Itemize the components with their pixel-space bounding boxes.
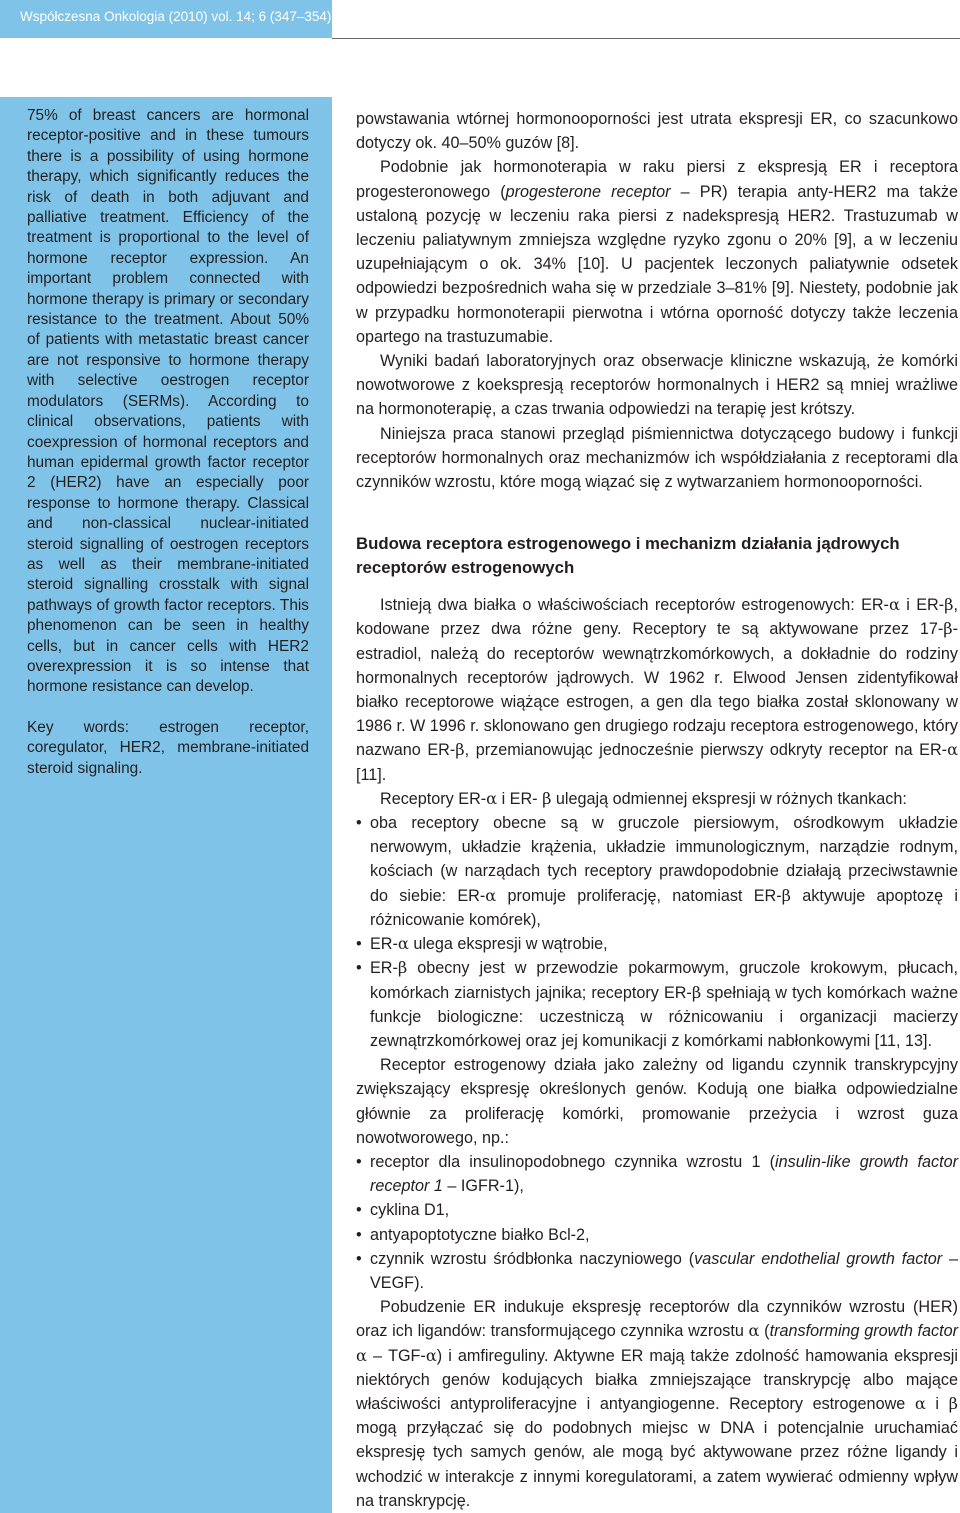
journal-header-tab	[0, 0, 332, 38]
list-item: • receptor dla insulinopodobnego czynnika wzrostu 1 (insulin-like growth factor receptor 1 – IGFR-1),	[356, 1150, 958, 1198]
paragraph-3: Wyniki badań laboratoryjnych oraz obserwacje kliniczne wskazują, że komórki nowotworowe z koekspresją receptorów hormonalnych i HER2 są mniej wrażliwe na hormonoterapię, a czas trwania odpowiedzi na terapię jest krótszy.	[356, 352, 958, 419]
journal-citation: Współczesna Onkologia (2010) vol. 14; 6 (347–354)	[20, 9, 332, 24]
list-item: • czynnik wzrostu śródbłonka naczyniowego (vascular endothelial growth factor – VEGF).	[356, 1247, 958, 1295]
paragraph-4: Niniejsza praca stanowi przegląd piśmiennictwa dotyczącego budowy i funkcji receptorów hormonalnych oraz mechanizmów ich współdziałania z receptorami dla czynników wzrostu, które mogą wiązać się z wytwarzaniem hormonooporności.	[356, 424, 958, 492]
list-item: • ER-β obecny jest w przewodzie pokarmowym, gruczole krokowym, płucach, komórkach ziarnistych jajnika; receptory ER-β spełniają w tych komórkach ważne funkcje biologiczne: uczestniczą w różnicowaniu i organizacji macierzy zewnątrzkomórkowej oraz jej komunikacji z komórkami nabłonkowymi [11, 13].	[356, 956, 958, 1053]
tissue-list	[356, 811, 958, 1053]
header-rule	[332, 38, 960, 39]
paragraph-6: Receptory ER-α i ER- β ulegają odmiennej ekspresji w różnych tkankach:	[380, 788, 907, 808]
list-item: • cyklina D1,	[356, 1198, 958, 1222]
keywords	[27, 718, 309, 779]
section-heading: Budowa receptora estrogenowego i mechanizm działania jądrowych receptorów estrogenowych	[356, 534, 900, 578]
abstract-text: 75% of breast cancers are hormonal receptor-positive and in these tumours there is a possibility of using hormone therapy, which significantly reduces the risk of death in both adjuvant and palliative treatment. Efficiency of the treatment is proportional to the level of hormone receptor expression. An important problem connected with hormone therapy is primary or secondary resistance to the treatment. About 50% of patients with metastatic breast cancer are not responsive to hormone therapy with selective oestrogen receptor modulators (SERMs). According to clinical observations, patients with coexpression of hormonal receptors and human epidermal growth factor receptor 2 (HER2) have an especially poor response to hormone therapy. Classical and non-classical nuclear-initiated steroid signalling of oestrogen receptors as well as their membrane-initiated steroid signalling crosstalk with signal pathways of growth factor receptors. This phenomenon can be seen in healthy cells, but in cancer cells with HER2 overexpression it is so intense that hormone resistance can develop.	[27, 107, 309, 696]
paragraph-7: Receptor estrogenowy działa jako zależny od ligandu czynnik transkrypcyjny zwiększający ekspresję określonych genów. Kodują one białka odpowiedzialne głównie za proliferację komórki, promowanie przeżycia i wzrost guza nowotworowego, np.:	[356, 1056, 958, 1147]
keywords-label: Key words:	[27, 718, 129, 736]
list-item: • oba receptory obecne są w gruczole piersiowym, ośrodkowym układzie nerwowym, układzie krążenia, układzie immunologicznym, narządzie rodnym, kościach (w narządach tych receptory prawdopodobnie działają przeciwstawnie do siebie: ER-α promuje proliferację, natomiast ER-β aktywuje apoptozę i różnicowanie komórek),	[356, 811, 958, 932]
abstract-body	[27, 106, 309, 779]
paragraph-1: powstawania wtórnej hormonooporności jest utrata ekspresji ER, co szacunkowo dotyczy ok. 40–50% guzów [8].	[356, 110, 958, 153]
paragraph-5: Istnieją dwa białka o właściwościach receptorów estrogenowych: ER-α i ER-β, kodowane przez dwa różne geny. Receptory te są aktywowane przez 17-β-estradiol, należą do receptorów wewnątrzkomórkowych, a dokładnie do rodziny hormonalnych receptorów jądrowych. W 1962 r. Elwood Jensen zidentyfikował białko receptorowe wiążące estrogen, a gen dla tego białka został sklonowany w 1986 r. W 1996 r. sklonowano gen drugiego rodzaju receptora estrogenowego, który nazwano ER-β, przemianowując jednocześnie pierwszy odkryty receptor na ER-α [11].	[356, 595, 959, 784]
list-item: • antyapoptotyczne białko Bcl-2,	[356, 1223, 958, 1247]
gene-list	[356, 1150, 958, 1295]
main-column	[356, 107, 958, 1513]
abstract-panel	[0, 97, 332, 1513]
paragraph-8: Pobudzenie ER indukuje ekspresję receptorów dla czynników wzrostu (HER) oraz ich ligandów: transformującego czynnika wzrostu α (transforming growth factor α – TGF-α) i amfireguliny. Aktywne ER mają także zdolność hamowania ekspresji niektórych genów kodujących białka zmniejszające transkrypcję albo mające właściwości antyproliferacyjne i antyangiogenne. Receptory estrogenowe α i β mogą przyłączać się do podobnych miejsc w DNA i potencjalnie uruchamiać ekspresję tych samych genów, ale mogą być aktywowane przez różne ligandy i wchodzić w interakcje z innymi koregulatorami, a zatem wywierać odmienny wpływ na transkrypcję.	[356, 1298, 958, 1510]
list-item: • ER-α ulega ekspresji w wątrobie,	[356, 932, 958, 956]
paragraph-2: Podobnie jak hormonoterapia w raku piersi z ekspresją ER i receptora progesteronowego (progesterone receptor – PR) terapia anty-HER2 ma także ustaloną pozycję w leczeniu raka piersi z nadekspresją HER2. Trastuzumab w leczeniu paliatywnym zmniejsza względne ryzyko zgonu o 20% [9], a w leczeniu uzupełniającym o ok. 34% [10]. U pacjentek leczonych paliatywnie odsetek odpowiedzi bezpośrednich waha się w przedziale 3–81% [9]. Niestety, podobnie jak w przypadku hormonoterapii pierwotna i wtórna oporność dotyczy także leczenia opartego na trastuzumabie.	[356, 158, 958, 346]
keywords-text: estrogen receptor, coregulator, HER2, membrane-initiated steroid signaling.	[27, 718, 309, 777]
